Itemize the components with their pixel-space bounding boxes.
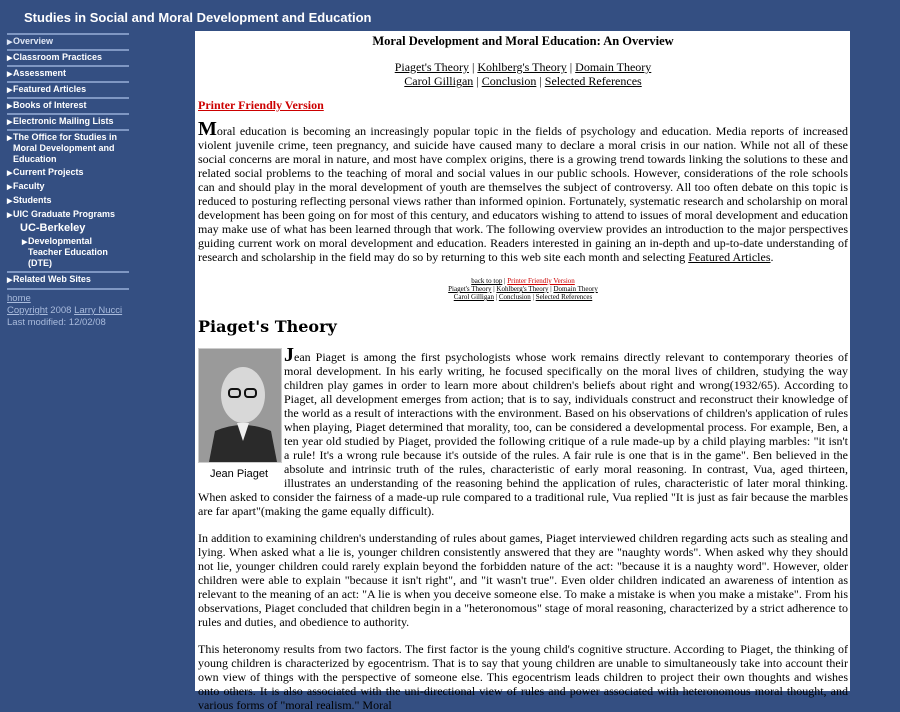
sidebar	[7, 33, 129, 329]
section-nav	[198, 60, 848, 88]
sidebar-item-label: Overview	[13, 36, 54, 46]
small-nav-link-gilligan[interactable]: Carol Gilligan	[453, 293, 494, 301]
last-modified: Last modified: 12/02/08	[7, 317, 106, 328]
sidebar-item-faculty[interactable]	[7, 180, 129, 194]
photo-caption: Jean Piaget	[209, 468, 269, 480]
sidebar-item-label: Featured Articles	[13, 84, 87, 94]
triangle-right-icon: ▶	[7, 135, 13, 142]
piaget-paragraph-1	[198, 344, 848, 518]
sidebar-item-label: Related Web Sites	[13, 274, 91, 284]
featured-articles-link[interactable]: Featured Articles	[688, 250, 771, 264]
small-nav-link-kohlberg[interactable]: Kohlberg's Theory	[496, 285, 549, 293]
drop-cap: M	[198, 118, 217, 140]
triangle-right-icon: ▶	[7, 119, 13, 126]
triangle-right-icon: ▶	[7, 103, 13, 110]
triangle-right-icon: ▶	[7, 184, 13, 191]
nav-link-kohlberg[interactable]: Kohlberg's Theory	[477, 60, 567, 74]
sidebar-item-label: Developmental Teacher Education (DTE)	[28, 236, 108, 268]
sidebar-item-featured-articles[interactable]	[7, 81, 129, 97]
small-printer-link[interactable]: Printer Friendly Version	[507, 277, 575, 285]
sidebar-item-current-projects[interactable]	[7, 166, 129, 180]
triangle-right-icon: ▶	[7, 87, 13, 94]
small-nav-link-piaget[interactable]: Piaget's Theory	[448, 285, 492, 293]
sidebar-item-label: The Office for Studies in Moral Development and Education	[13, 132, 118, 164]
triangle-right-icon: ▶	[7, 71, 13, 78]
nav-separator: |	[548, 285, 554, 293]
triangle-right-icon: ▶	[7, 170, 13, 177]
triangle-right-icon: ▶	[7, 277, 13, 284]
paragraph-text: ean Piaget is among the first psychologists whose work remains directly relevant to contemporary theories of moral development. In his early writing, he focused specifically on the moral lives of children, studying the way children play games in order to learn more about children's beliefs about right and wrong(1932/65). According to Piaget, all development emerges from action; that is to say, individuals construct and reconstruct their knowledge of the world as a result of interactions with the environment. Based on his observations of children's application of rules when playing, Piaget determined that morality, too, can be considered a developmental process. For example, Ben, a ten year old studied by Piaget, provided the following critique of a rule made-up by a child playing marbles: "it isn't a rule! It's a wrong rule because it's outside of the rules. A fair rule is one that is in the game". Ben believed in the absolute and intrinsic truth of the rules, characteristic of early moral reasoning. In contrast, Vua, aged thirteen, illustrates an understanding of the reasoning behind the application of rules, characteristic of later moral thinking. When asked to consider the fairness of a made-up rule compared to a traditional rule, Vua replied "It is just as fair because the marbles are far apart"(making the game equally difficult).	[198, 350, 848, 518]
sidebar-item-label: Electronic Mailing Lists	[13, 116, 114, 126]
nav-link-piaget[interactable]: Piaget's Theory	[394, 60, 469, 74]
copyright-link[interactable]: Copyright	[7, 305, 48, 316]
intro-paragraph	[198, 118, 848, 264]
nav-separator: |	[468, 60, 478, 74]
section-heading-piaget: Piaget's Theory	[198, 317, 337, 336]
author-link[interactable]: Larry Nucci	[74, 305, 123, 316]
sidebar-footer	[7, 293, 129, 329]
nav-separator: |	[493, 293, 499, 301]
triangle-right-icon: ▶	[7, 198, 13, 205]
sidebar-item-overview[interactable]	[7, 33, 129, 49]
sidebar-item-label: UC-Berkeley	[20, 222, 86, 234]
nav-link-gilligan[interactable]: Carol Gilligan	[404, 74, 474, 88]
sidebar-item-label: Classroom Practices	[13, 52, 103, 62]
portrait-image	[199, 349, 281, 462]
nav-link-references[interactable]: Selected References	[544, 74, 642, 88]
triangle-right-icon: ▶	[22, 239, 28, 246]
sidebar-item-electronic-mailing-lists[interactable]	[7, 113, 129, 129]
sidebar-item-students[interactable]	[7, 194, 129, 208]
triangle-right-icon: ▶	[7, 212, 13, 219]
nav-separator: |	[536, 74, 545, 88]
site-title: Studies in Social and Moral Development and Education	[24, 10, 372, 25]
sidebar-item-label: Books of Interest	[13, 100, 87, 110]
nav-link-conclusion[interactable]: Conclusion	[481, 74, 537, 88]
nav-separator: |	[566, 60, 576, 74]
page-title: Moral Development and Moral Education: An Overview	[372, 34, 674, 48]
triangle-right-icon: ▶	[7, 39, 13, 46]
home-link[interactable]: home	[7, 293, 31, 304]
sidebar-item-label: Faculty	[13, 181, 45, 191]
sidebar-item-books-of-interest[interactable]	[7, 97, 129, 113]
intro-end: .	[770, 250, 774, 264]
sidebar-item-dte[interactable]	[7, 235, 129, 270]
triangle-right-icon: ▶	[7, 55, 13, 62]
small-nav-link-references[interactable]: Selected References	[535, 293, 593, 301]
nav-separator: |	[530, 293, 536, 301]
sidebar-item-label: Students	[13, 195, 52, 205]
sidebar-item-classroom-practices[interactable]	[7, 49, 129, 65]
sidebar-item-uc-berkeley[interactable]	[7, 222, 129, 235]
sidebar-item-office[interactable]	[7, 129, 129, 166]
back-to-top-link[interactable]: back to top	[471, 277, 503, 285]
nav-separator: |	[502, 277, 508, 285]
drop-cap: J	[284, 344, 294, 366]
piaget-paragraph-3: This heteronomy results from two factors. The first factor is the young child's cognitive structure. According to Piaget, the thinking of young children is characterized by egocentrism. That is to say that young children are unable to simultaneously take into account their own view of things with the perspective of someone else. This egocentrism leads children to project their own thoughts and wishes onto others. It is also associated with the uni-directional view of rules and power associated with heteronomous moral thought, and various forms of "moral realism." Moral	[198, 642, 848, 712]
printer-friendly-link[interactable]: Printer Friendly Version	[198, 98, 324, 112]
sidebar-item-uic-graduate-programs[interactable]	[7, 208, 129, 222]
sidebar-item-label: Assessment	[13, 68, 67, 78]
sidebar-item-label: UIC Graduate Programs	[13, 209, 116, 219]
intro-text: oral education is becoming an increasingly popular topic in the fields of psychology and education. Media reports of increased violent juvenile crime, teen pregnancy, and suicide have caused many to declare a moral crisis in our nation. While not all of these social concerns are moral in nature, and most have complex origins, there is a growing trend towards linking the solutions to these and related social problems to the teaching of moral and social values in our public schools. However, considerations of the role schools can and should play in the moral development of youth are themselves the subject of controversy. All too often debate on this topic is reduced to posturing reflecting personal views rather than informed opinion. Fortunately, systematic research and scholarship on moral development has been going on for most of this century, and educators wishing to attend to issues of moral development and education may make use of what has been learned through that work. The following overview provides an introduction to the major perspectives guiding current work on moral development and education. Readers interested in gaining an in-depth and up-to-date understanding of research and scholarship in the field may do so by returning to this web site each month and selecting	[198, 124, 848, 264]
sidebar-item-related-web-sites[interactable]	[7, 273, 129, 287]
sidebar-item-assessment[interactable]	[7, 65, 129, 81]
divider	[7, 288, 129, 290]
main-content	[195, 31, 850, 712]
copyright-year: 2008	[47, 305, 75, 316]
piaget-photo	[198, 348, 282, 463]
nav-link-domain[interactable]: Domain Theory	[575, 60, 652, 74]
small-nav-link-domain[interactable]: Domain Theory	[553, 285, 598, 293]
piaget-paragraph-2: In addition to examining children's understanding of rules about games, Piaget interviewed children regarding acts such as stealing and lying. When asked what a lie is, younger children consistently answered that they are "naughty words". When asked why they should not lie, younger children could rarely explain beyond the forbidden nature of the act: "because it is a naughty word". However, older children were able to explain "because it isn't right", and "it wasn't true". Even older children indicated an awareness of intention as relevant to the meaning of an act: "A lie is when you deceive someone else. To make a mistake is when you make a mistake". From his observations, Piaget concluded that children begin in a "heteronomous" stage of moral reasoning, characterized by a strict adherence to rules and duties, and obedience to authority.	[198, 531, 848, 629]
small-nav-link-conclusion[interactable]: Conclusion	[498, 293, 531, 301]
nav-separator: |	[473, 74, 482, 88]
nav-separator: |	[491, 285, 497, 293]
small-section-nav	[198, 277, 848, 301]
sidebar-item-label: Current Projects	[13, 167, 84, 177]
piaget-figure	[198, 348, 284, 481]
